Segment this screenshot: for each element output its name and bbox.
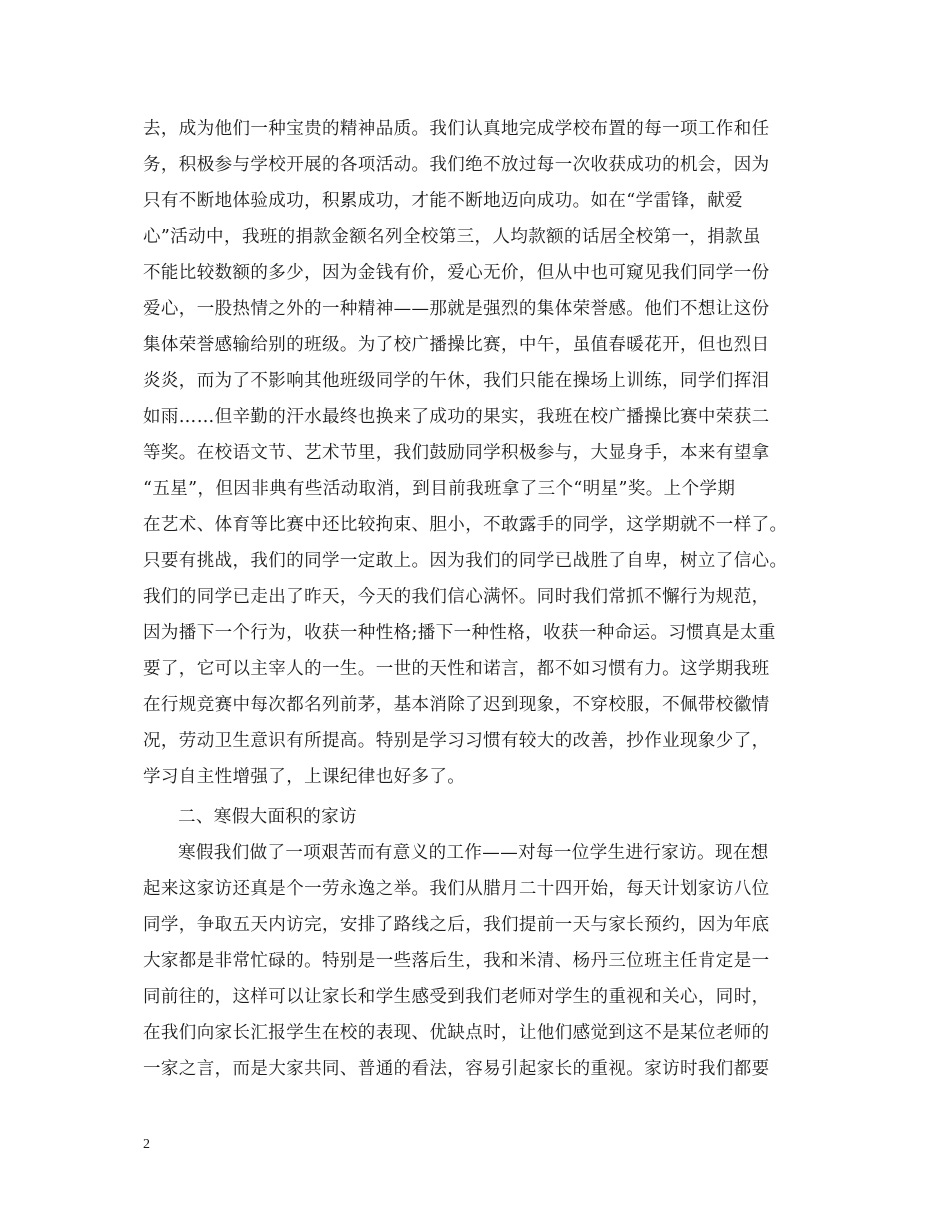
text-line: 因为播下一个行为，收获一种性格;播下一种性格，收获一种命运。习惯真是太重 — [143, 623, 776, 643]
text-line: 要了，它可以主宰人的一生。一世的天性和诺言，都不如习惯有力。这学期我班 — [143, 659, 770, 679]
text-line: 集体荣誉感输给别的班级。为了校广播操比赛，中午，虽值春暖花开，但也烈日 — [143, 335, 770, 355]
text-line: “五星”，但因非典有些活动取消，到目前我班拿了三个“明星”奖。上个学期 — [143, 479, 736, 499]
text-line: 只要有挑战，我们的同学一定敢上。因为我们的同学已战胜了自卑，树立了信心。 — [143, 551, 788, 571]
text-line: 不能比较数额的多少，因为金钱有价，爱心无价，但从中也可窥见我们同学一份 — [143, 263, 770, 283]
section-heading: 二、寒假大面积的家访 — [178, 807, 357, 827]
text-line: 爱心，一股热情之外的一种精神——那就是强烈的集体荣誉感。他们不想让这份 — [143, 299, 770, 319]
text-line: 在艺术、体育等比赛中还比较拘束、胆小，不敢露手的同学，这学期就不一样了。 — [143, 515, 788, 535]
text-line: 务，积极参与学校开展的各项活动。我们绝不放过每一次收获成功的机会，因为 — [143, 155, 770, 175]
text-line: 我们的同学已走出了昨天，今天的我们信心满怀。同时我们常抓不懈行为规范， — [143, 587, 770, 607]
text-line: 起来这家访还真是个一劳永逸之举。我们从腊月二十四开始，每天计划家访八位 — [143, 879, 770, 899]
text-line: 学习自主性增强了，上课纪律也好多了。 — [143, 767, 466, 787]
text-line: 只有不断地体验成功，积累成功，才能不断地迈向成功。如在“学雷锋，献爱 — [143, 191, 744, 211]
text-line: 大家都是非常忙碌的。特别是一些落后生，我和米清、杨丹三位班主任肯定是一 — [143, 951, 770, 971]
text-line: 在我们向家长汇报学生在校的表现、优缺点时，让他们感觉到这不是某位老师的 — [143, 1023, 770, 1043]
text-line: 炎炎，而为了不影响其他班级同学的午休，我们只能在操场上训练，同学们挥泪 — [143, 371, 770, 391]
text-line: 同学，争取五天内访完，安排了路线之后，我们提前一天与家长预约，因为年底 — [143, 915, 770, 935]
paragraph-first-line: 寒假我们做了一项艰苦而有意义的工作——对每一位学生进行家访。现在想 — [178, 843, 769, 863]
text-line: 去，成为他们一种宝贵的精神品质。我们认真地完成学校布置的每一项工作和任 — [143, 119, 770, 139]
text-line: 等奖。在校语文节、艺术节里，我们鼓励同学积极参与，大显身手，本来有望拿 — [143, 443, 770, 463]
text-line: 同前往的，这样可以让家长和学生感受到我们老师对学生的重视和关心，同时， — [143, 987, 770, 1007]
text-line: 如雨……但辛勤的汗水最终也换来了成功的果实，我班在校广播操比赛中荣获二 — [143, 407, 770, 427]
page-number: 2 — [143, 1137, 150, 1152]
text-line: 心”活动中，我班的捐款金额名列全校第三，人均款额的话居全校第一，捐款虽 — [143, 227, 761, 247]
text-line: 在行规竞赛中每次都名列前茅，基本消除了迟到现象，不穿校服，不佩带校徽情 — [143, 695, 770, 715]
text-line: 一家之言，而是大家共同、普通的看法，容易引起家长的重视。家访时我们都要 — [143, 1059, 770, 1079]
text-line: 况，劳动卫生意识有所提高。特别是学习习惯有较大的改善，抄作业现象少了， — [143, 731, 770, 751]
